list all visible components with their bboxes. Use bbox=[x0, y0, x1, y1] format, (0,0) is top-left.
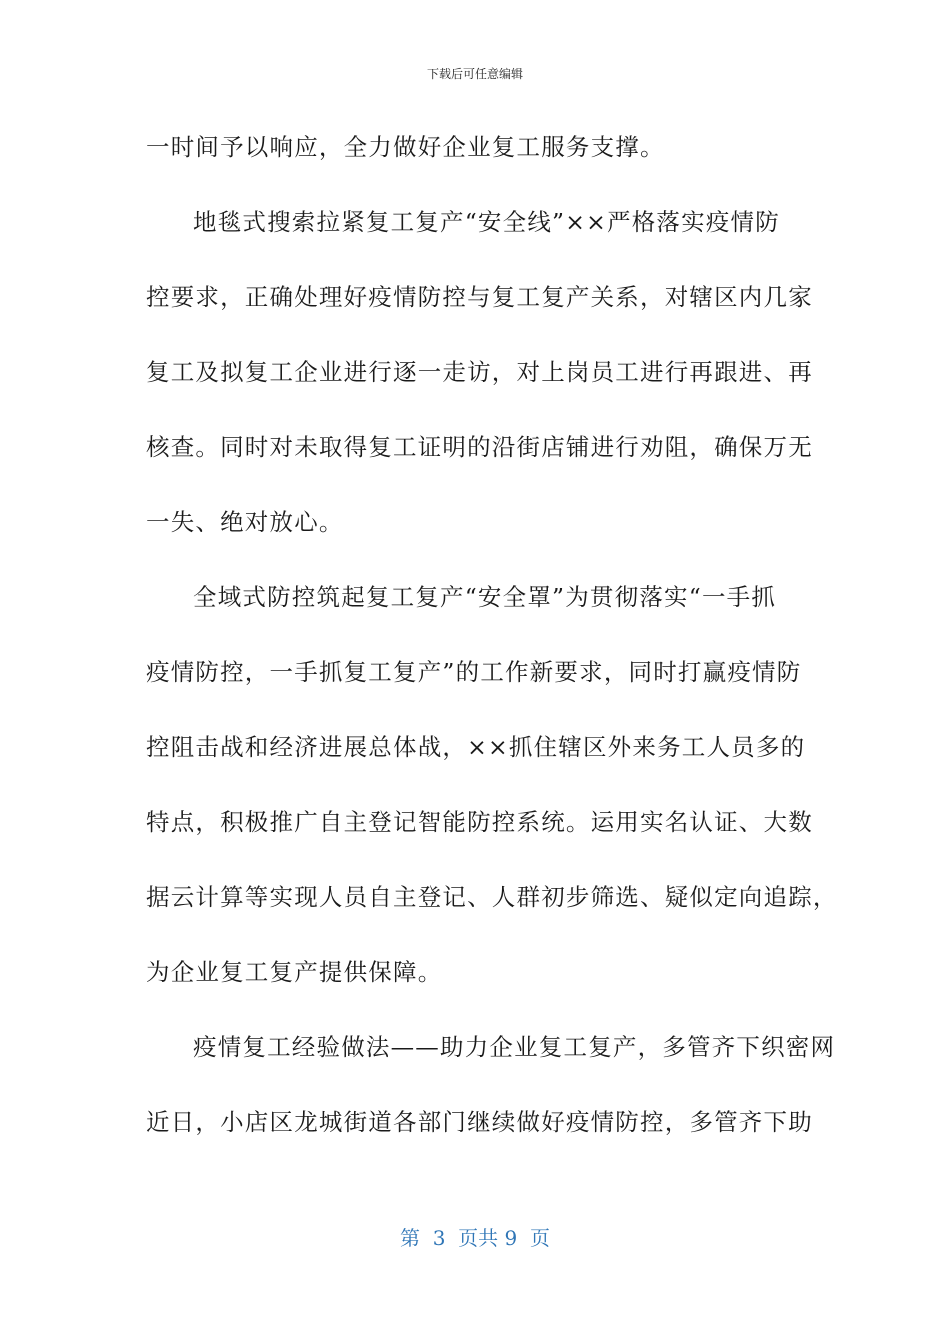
text-line: 复工及拟复工企业进行逐一走访，对上岗员工进行再跟进、再 bbox=[146, 358, 813, 386]
paragraph-start-line: 全域式防控筑起复工复产“安全罩”为贯彻落实“一手抓 bbox=[193, 583, 777, 611]
text-line: 核查。同时对未取得复工证明的沿街店铺进行劝阻，确保万无 bbox=[146, 433, 813, 461]
text-line: 疫情防控，一手抓复工复产”的工作新要求，同时打赢疫情防 bbox=[146, 658, 802, 686]
page-number-label: 第 3 页共 9 页 bbox=[400, 1226, 550, 1250]
text-line: 特点，积极推广自主登记智能防控系统。运用实名认证、大数 bbox=[146, 808, 813, 836]
paragraph-start-line: 地毯式搜索拉紧复工复产“安全线”××严格落实疫情防 bbox=[193, 208, 780, 236]
text-line: 为企业复工复产提供保障。 bbox=[146, 958, 443, 986]
text-line: 近日，小店区龙城街道各部门继续做好疫情防控，多管齐下助 bbox=[146, 1108, 813, 1136]
text-line: 一时间予以响应，全力做好企业复工服务支撑。 bbox=[146, 133, 665, 161]
text-line: 据云计算等实现人员自主登记、人群初步筛选、疑似定向追踪， bbox=[146, 883, 838, 911]
text-line: 控要求，正确处理好疫情防控与复工复产关系，对辖区内几家 bbox=[146, 283, 813, 311]
page-header: 下载后可任意编辑 bbox=[426, 67, 523, 81]
page-number-footer bbox=[0, 1222, 950, 1254]
paragraph-start-line: 疫情复工经验做法——助力企业复工复产，多管齐下织密网 bbox=[193, 1033, 836, 1061]
text-line: 控阻击战和经济进展总体战，××抓住辖区外来务工人员多的 bbox=[146, 733, 806, 761]
text-line: 一失、绝对放心。 bbox=[146, 508, 344, 536]
document-body bbox=[146, 117, 838, 1167]
